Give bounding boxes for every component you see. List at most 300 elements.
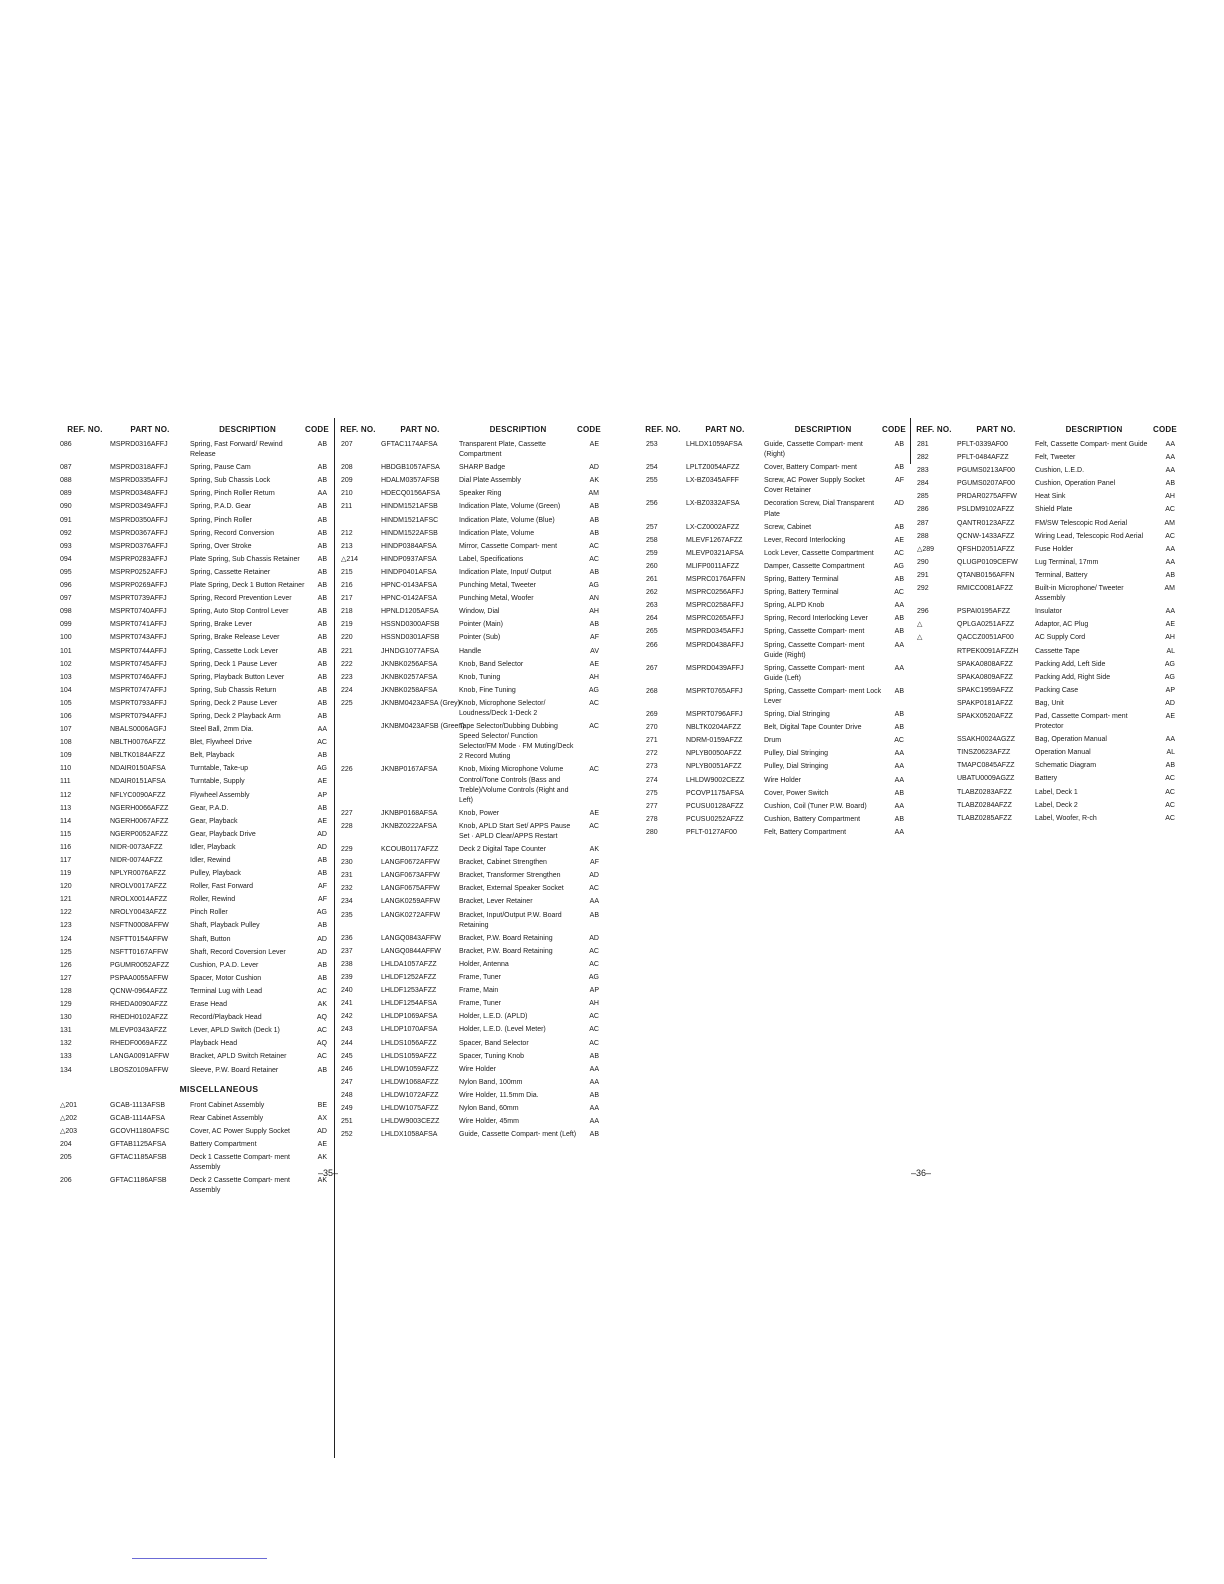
cell-part: KCOUB0117AFZZ xyxy=(381,846,439,854)
cell-desc: Indication Plate, Volume (Green) xyxy=(459,503,561,511)
cell-code: AB xyxy=(894,711,904,719)
cell-part: LX-BZ0332AFSA xyxy=(686,500,740,508)
table-row xyxy=(911,647,1186,657)
cell-code: AB xyxy=(317,503,327,511)
cell-desc: Spring, Fast Forward/ Rewind Release xyxy=(190,441,283,459)
cell-part: LHLDF1254AFSA xyxy=(381,1000,438,1008)
cell-ref: 286 xyxy=(917,506,929,514)
table-row xyxy=(640,562,910,572)
cell-desc: Cushion, Operation Panel xyxy=(1035,480,1116,488)
cell-code: AG xyxy=(588,582,599,590)
cell-ref xyxy=(911,699,957,709)
cell-ref: 206 xyxy=(60,1177,72,1185)
table-row xyxy=(44,529,334,539)
cell-part: MLIFP0011AFZZ xyxy=(686,562,740,570)
cell-ref: 241 xyxy=(341,1000,353,1008)
cell-ref xyxy=(911,712,957,732)
cell-code: AC xyxy=(894,737,904,745)
cell-ref xyxy=(335,516,381,526)
cell-code: AC xyxy=(589,723,599,731)
cell-desc: Dial Plate Assembly xyxy=(459,477,521,485)
cell-desc: Pinch Roller xyxy=(190,909,228,917)
table-row xyxy=(911,571,1186,581)
cell-desc: Shaft, Record Coversion Lever xyxy=(190,948,286,956)
cell-ref xyxy=(335,722,381,762)
column-header xyxy=(335,418,605,440)
cell-desc: Felt, Cassette Compart- ment Guide xyxy=(1035,441,1148,448)
cell-desc: Gear, Playback Drive xyxy=(190,830,256,838)
table-row xyxy=(335,1065,605,1075)
cell-desc: Frame, Tuner xyxy=(459,974,502,982)
table-row xyxy=(640,463,910,473)
cell-code: AB xyxy=(894,628,904,636)
table-row xyxy=(44,974,334,984)
table-row xyxy=(44,542,334,552)
cell-desc: Spring, Deck 1 Pause Lever xyxy=(190,660,278,668)
cell-code: AL xyxy=(1166,647,1175,655)
table-row xyxy=(640,687,910,707)
table-row xyxy=(44,948,334,958)
cell-ref: 291 xyxy=(917,571,929,579)
header-desc: DESCRIPTION xyxy=(219,424,276,434)
cell-ref: 124 xyxy=(60,935,72,943)
cell-part: LANGQ0843AFFW xyxy=(381,934,441,942)
cell-code: AA xyxy=(1165,441,1175,448)
cell-part: QLUGP0109CEFW xyxy=(957,558,1018,566)
cell-desc: Indication Plate, Volume xyxy=(459,529,535,537)
cell-desc: Bracket, APLD Switch Retainer xyxy=(190,1053,287,1061)
parts-rows xyxy=(911,440,1186,824)
cell-desc: Tape Selector/Dubbing Dubbing Speed Selector/ Function Selector/FM Mode · FM Muting/Deck 2 Record Muting xyxy=(459,723,574,761)
cell-part: UBATU0009AGZZ xyxy=(957,775,1015,783)
cell-part: SPAKP0181AFZZ xyxy=(957,699,1013,707)
cell-ref: 112 xyxy=(60,791,72,799)
cell-ref: △201 xyxy=(60,1101,78,1109)
cell-desc: Window, Dial xyxy=(459,608,500,616)
cell-code: AB xyxy=(317,608,327,616)
cell-desc: Turntable, Take-up xyxy=(190,765,248,773)
cell-ref: 246 xyxy=(341,1065,353,1073)
table-row xyxy=(911,712,1186,732)
column-header xyxy=(640,418,910,440)
table-row xyxy=(640,440,910,460)
cell-code: AA xyxy=(589,1065,599,1073)
cell-desc: Knob, Tuning xyxy=(459,673,501,681)
table-row xyxy=(44,738,334,748)
cell-ref: 260 xyxy=(646,562,658,570)
cell-ref: 123 xyxy=(60,922,72,930)
cell-ref: 204 xyxy=(60,1140,72,1148)
cell-code: AP xyxy=(589,987,599,995)
table-row xyxy=(640,789,910,799)
cell-desc: Spring, Record Interlocking Lever xyxy=(764,615,868,623)
table-row xyxy=(44,620,334,630)
cell-desc: Label, Specifications xyxy=(459,555,524,563)
cell-desc: Flywheel Assembly xyxy=(190,791,250,799)
cell-ref: 095 xyxy=(60,568,72,576)
cell-code: AA xyxy=(1165,467,1175,475)
cell-desc: Pointer (Sub) xyxy=(459,634,501,642)
cell-ref: 247 xyxy=(341,1078,353,1086)
cell-ref: 088 xyxy=(60,477,72,485)
cell-part: NDAIR0151AFSA xyxy=(110,778,166,786)
table-row xyxy=(335,594,605,604)
cell-part: PFLT-0484AFZZ xyxy=(957,454,1009,462)
cell-code: AB xyxy=(589,568,599,576)
table-row xyxy=(335,897,605,907)
table-row xyxy=(911,788,1186,798)
cell-ref: 129 xyxy=(60,1001,72,1009)
cell-ref: 259 xyxy=(646,549,658,557)
cell-ref: 217 xyxy=(341,595,353,603)
cell-code: AC xyxy=(589,960,599,968)
table-row xyxy=(44,1013,334,1023)
cell-code: AQ xyxy=(316,1040,327,1048)
cell-ref: 227 xyxy=(341,809,353,817)
table-row xyxy=(335,999,605,1009)
cell-desc: Spacer, Band Selector xyxy=(459,1039,529,1047)
cell-ref: 210 xyxy=(341,490,353,498)
cell-code: AD xyxy=(317,843,327,851)
cell-part: LHLDW1072AFZZ xyxy=(381,1091,439,1099)
header-ref: REF. NO. xyxy=(67,424,103,434)
cell-desc: Spring, Cassette Compart- ment Guide (Right) xyxy=(764,641,865,659)
cell-code: AE xyxy=(589,809,599,817)
table-row xyxy=(911,814,1186,824)
table-row xyxy=(44,699,334,709)
cell-ref: 104 xyxy=(60,686,72,694)
cell-desc: Roller, Rewind xyxy=(190,896,236,904)
cell-ref: 224 xyxy=(341,686,353,694)
cell-desc: Pulley, Playback xyxy=(190,870,241,878)
cell-ref: 239 xyxy=(341,974,353,982)
cell-part: PGUMS0207AF00 xyxy=(957,480,1015,488)
cell-desc: Label, Deck 1 xyxy=(1035,788,1078,796)
cell-code: AA xyxy=(894,664,904,672)
cell-desc: Lever, APLD Switch (Deck 1) xyxy=(190,1027,280,1035)
table-row xyxy=(335,911,605,931)
table-row xyxy=(44,463,334,473)
cell-ref xyxy=(911,647,957,657)
cell-desc: Wire Holder, 11.5mm Dia. xyxy=(459,1091,539,1099)
cell-desc: Speaker Ring xyxy=(459,490,502,498)
cell-desc: Decoration Screw, Dial Transparent Plate xyxy=(764,500,875,518)
cell-code: AK xyxy=(589,477,599,485)
column-header xyxy=(911,418,1186,440)
table-row xyxy=(640,641,910,661)
cell-ref: 280 xyxy=(646,828,658,836)
cell-part: LX-CZ0002AFZZ xyxy=(686,523,740,531)
cell-code: AC xyxy=(1165,814,1175,822)
cell-code: AG xyxy=(316,765,327,773)
misc-rows xyxy=(44,1101,334,1197)
cell-desc: Spring, Sub Chassis Return xyxy=(190,686,277,694)
cell-code: AB xyxy=(317,568,327,576)
table-row xyxy=(44,1114,334,1124)
table-row xyxy=(911,453,1186,463)
cell-ref: 207 xyxy=(341,441,353,448)
cell-code: AC xyxy=(589,542,599,550)
cell-ref: 094 xyxy=(60,555,72,563)
cell-desc: Spring, Brake Release Lever xyxy=(190,634,280,642)
cell-code: AE xyxy=(1165,712,1175,720)
cell-ref: 105 xyxy=(60,699,72,707)
cell-desc: Spring, Brake Lever xyxy=(190,621,252,629)
cell-ref: 102 xyxy=(60,660,72,668)
table-row xyxy=(44,856,334,866)
cell-ref: 225 xyxy=(341,699,353,707)
cell-code: AB xyxy=(317,870,327,878)
table-row xyxy=(44,1026,334,1036)
cell-desc: Screw, AC Power Supply Socket Cover Retainer xyxy=(764,477,865,495)
cell-ref: 089 xyxy=(60,490,72,498)
cell-part: RMICC0081AFZZ xyxy=(957,585,1014,593)
cell-ref: 205 xyxy=(60,1153,72,1161)
table-row xyxy=(44,869,334,879)
cell-code: AH xyxy=(589,1000,599,1008)
table-row xyxy=(335,581,605,591)
cell-ref xyxy=(911,673,957,683)
table-row xyxy=(640,762,910,772)
table-row xyxy=(335,463,605,473)
cell-part: QCNW-1433AFZZ xyxy=(957,532,1015,540)
cell-ref: 252 xyxy=(341,1131,353,1139)
cell-part: LHLDA1057AFZZ xyxy=(381,960,437,968)
cell-code: AB xyxy=(894,464,904,472)
cell-part: HINDP0937AFSA xyxy=(381,555,437,563)
cell-desc: Roller, Fast Forward xyxy=(190,883,254,891)
table-row xyxy=(335,516,605,526)
cell-ref: △ xyxy=(917,621,923,629)
cell-desc: Cassette Tape xyxy=(1035,647,1080,655)
cell-part: LHLDW1068AFZZ xyxy=(381,1078,439,1086)
table-row xyxy=(335,502,605,512)
cell-code: AC xyxy=(317,739,327,747)
cell-desc: Indication Plate, Volume (Blue) xyxy=(459,516,555,524)
cell-part: NSFTT0154AFFW xyxy=(110,935,168,943)
table-row xyxy=(911,519,1186,529)
table-row xyxy=(335,934,605,944)
cell-desc: Plate Spring, Deck 1 Button Retainer xyxy=(190,582,305,590)
table-row xyxy=(335,607,605,617)
column-header xyxy=(44,418,334,440)
header-code: CODE xyxy=(1153,424,1177,434)
cell-desc: Pointer (Main) xyxy=(459,621,503,629)
cell-code: AB xyxy=(589,503,599,511)
cell-code: AB xyxy=(317,673,327,681)
table-row xyxy=(911,673,1186,683)
cell-part: MSPRD0439AFFJ xyxy=(686,664,744,672)
table-row xyxy=(44,581,334,591)
cell-ref: 223 xyxy=(341,673,353,681)
table-row xyxy=(335,1117,605,1127)
table-row xyxy=(44,712,334,722)
cell-part: JKNBM0423AFSA (Grey) xyxy=(381,699,460,707)
cell-desc: Deck 2 Cassette Compart- ment Assembly xyxy=(190,1177,290,1195)
cell-ref: 263 xyxy=(646,602,658,610)
cell-desc: Bracket, Input/Output P.W. Board Retaining xyxy=(459,911,562,929)
cell-code: AV xyxy=(590,647,599,655)
cell-desc: Spring, Cassette Lock Lever xyxy=(190,647,278,655)
cell-ref: 117 xyxy=(60,857,72,864)
cell-desc: Battery xyxy=(1035,775,1058,783)
table-row xyxy=(640,476,910,496)
cell-code: AB xyxy=(317,441,327,448)
cell-code: AD xyxy=(589,872,599,880)
cell-ref xyxy=(911,761,957,771)
cell-desc: Spring, Pinch Roller Return xyxy=(190,490,275,498)
cell-code: AA xyxy=(317,490,327,498)
cell-part: TINSZ0623AFZZ xyxy=(957,749,1011,757)
header-desc: DESCRIPTION xyxy=(1065,424,1123,434)
cell-part: MSPRC0265AFFJ xyxy=(686,615,744,623)
cell-part: QACCZ0051AF00 xyxy=(957,634,1014,642)
cell-desc: Packing Case xyxy=(1035,686,1079,694)
cell-ref: 115 xyxy=(60,830,72,838)
table-row xyxy=(44,633,334,643)
cell-part: LHLDW1059AFZZ xyxy=(381,1065,439,1073)
table-row xyxy=(335,660,605,670)
table-row xyxy=(911,748,1186,758)
cell-part: MSPRT0794AFFJ xyxy=(110,712,167,720)
cell-part: MSPRT0740AFFJ xyxy=(110,608,167,616)
cell-code: AB xyxy=(317,477,327,485)
cell-code: AG xyxy=(316,909,327,917)
cell-code: AE xyxy=(589,660,599,668)
cell-code: AM xyxy=(1164,585,1175,593)
cell-ref: 109 xyxy=(60,752,72,760)
table-row xyxy=(911,505,1186,515)
cell-part: GCAB-1113AFSB xyxy=(110,1101,165,1109)
cell-ref: 251 xyxy=(341,1118,353,1126)
cell-desc: Knob, APLD Start Set/ APPS Pause Set · APLD Clear/APPS Restart xyxy=(459,822,571,840)
table-row xyxy=(911,620,1186,630)
cell-ref: 126 xyxy=(60,961,72,969)
cell-code: AB xyxy=(317,699,327,707)
cell-code: AB xyxy=(317,712,327,720)
header-part: PART NO. xyxy=(130,424,170,434)
cell-code: AC xyxy=(589,885,599,893)
cell-code: AB xyxy=(894,576,904,584)
cell-ref: 231 xyxy=(341,872,353,880)
cell-ref: 230 xyxy=(341,859,353,867)
cell-desc: Spring, Pause Cam xyxy=(190,464,251,472)
cell-part: LHLDW1075AFZZ xyxy=(381,1104,439,1112)
cell-code: AD xyxy=(1165,699,1175,707)
cell-desc: Knob, Power xyxy=(459,809,500,817)
cell-desc: Rear Cabinet Assembly xyxy=(190,1114,264,1122)
cell-part: PCUSU0128AFZZ xyxy=(686,802,744,810)
cell-desc: Wiring Lead, Telescopic Rod Aerial xyxy=(1035,532,1144,540)
cell-code: AA xyxy=(894,641,904,649)
header-code: CODE xyxy=(882,424,906,434)
cell-part: PSLDM9102AFZZ xyxy=(957,506,1015,514)
cell-code: AC xyxy=(589,822,599,830)
table-row xyxy=(911,686,1186,696)
table-row xyxy=(44,725,334,735)
cell-part: GCAB-1114AFSA xyxy=(110,1114,165,1122)
cell-desc: Bag, Operation Manual xyxy=(1035,736,1107,744)
cell-part: HPNC-0142AFSA xyxy=(381,595,438,603)
cell-ref: 237 xyxy=(341,947,353,955)
cell-part: NROLV0017AFZZ xyxy=(110,883,167,891)
cell-code: AG xyxy=(588,974,599,982)
cell-desc: Spring, Playback Button Lever xyxy=(190,673,285,681)
cell-ref: 282 xyxy=(917,454,929,462)
cell-desc: Steel Ball, 2mm Dia. xyxy=(190,726,254,734)
table-row xyxy=(335,722,605,762)
cell-desc: Belt, Digital Tape Counter Drive xyxy=(764,724,862,732)
cell-part: NFLYC0090AFZZ xyxy=(110,791,166,799)
cell-code: AB xyxy=(317,542,327,550)
cell-code: AB xyxy=(317,752,327,760)
footer-rule xyxy=(132,1558,267,1559)
cell-part: NSFTN0008AFFW xyxy=(110,922,169,930)
cell-desc: Indication Plate, Input/ Output xyxy=(459,568,552,576)
table-row xyxy=(335,542,605,552)
cell-code: AB xyxy=(894,687,904,695)
table-row xyxy=(911,761,1186,771)
cell-ref: 278 xyxy=(646,815,658,823)
cell-desc: Front Cabinet Assembly xyxy=(190,1101,265,1109)
table-row xyxy=(44,1127,334,1137)
cell-code: AG xyxy=(893,562,904,570)
cell-ref: 111 xyxy=(60,778,71,786)
cell-ref: 211 xyxy=(341,503,353,511)
table-row xyxy=(44,440,334,460)
cell-code: AC xyxy=(589,555,599,563)
cell-code: AA xyxy=(317,726,327,734)
cell-code: AD xyxy=(317,830,327,838)
cell-code: AB xyxy=(589,1131,599,1139)
cell-ref: 128 xyxy=(60,987,72,995)
cell-code: AA xyxy=(894,802,904,810)
cell-code: AD xyxy=(894,500,904,508)
table-row xyxy=(911,545,1186,555)
cell-desc: Spring, Record Conversion xyxy=(190,529,275,537)
cell-ref: 254 xyxy=(646,464,658,472)
cell-part: MSPRD0376AFFJ xyxy=(110,542,168,550)
cell-desc: Terminal, Battery xyxy=(1035,571,1088,579)
cell-part: NPLYB0050AFZZ xyxy=(686,750,742,758)
cell-part: HSSND0301AFSB xyxy=(381,634,440,642)
cell-part: HDECQ0156AFSA xyxy=(381,490,441,498)
cell-desc: Built-in Microphone/ Tweeter Assembly xyxy=(1035,585,1124,603)
cell-part: JKNBK0258AFSA xyxy=(381,686,438,694)
cell-ref: △289 xyxy=(917,545,935,553)
cell-desc: Bracket, Cabinet Strengthen xyxy=(459,859,547,867)
cell-part: RHEDH0102AFZZ xyxy=(110,1014,168,1022)
cell-desc: Cushion, Battery Compartment xyxy=(764,815,861,823)
cell-desc: Lock Lever, Cassette Compartment xyxy=(764,549,874,557)
cell-part: TLABZ0283AFZZ xyxy=(957,788,1012,796)
cell-part: MSPRP0283AFFJ xyxy=(110,555,168,563)
cell-desc: Punching Metal, Tweeter xyxy=(459,582,536,590)
cell-desc: Screw, Cabinet xyxy=(764,523,812,531)
cell-code: AC xyxy=(1165,775,1175,783)
cell-desc: Mirror, Cassette Compart- ment xyxy=(459,542,558,550)
cell-desc: Deck 2 Digital Tape Counter xyxy=(459,846,547,854)
cell-desc: Idler, Playback xyxy=(190,843,236,851)
cell-ref: 110 xyxy=(60,765,72,773)
cell-code: AF xyxy=(895,477,904,485)
cell-part: LHLDW9003CEZZ xyxy=(381,1118,440,1126)
cell-ref: 265 xyxy=(646,628,658,636)
cell-code: AN xyxy=(589,595,599,603)
cell-ref: 240 xyxy=(341,987,353,995)
cell-ref: 232 xyxy=(341,885,353,893)
cell-code: AC xyxy=(589,1013,599,1021)
